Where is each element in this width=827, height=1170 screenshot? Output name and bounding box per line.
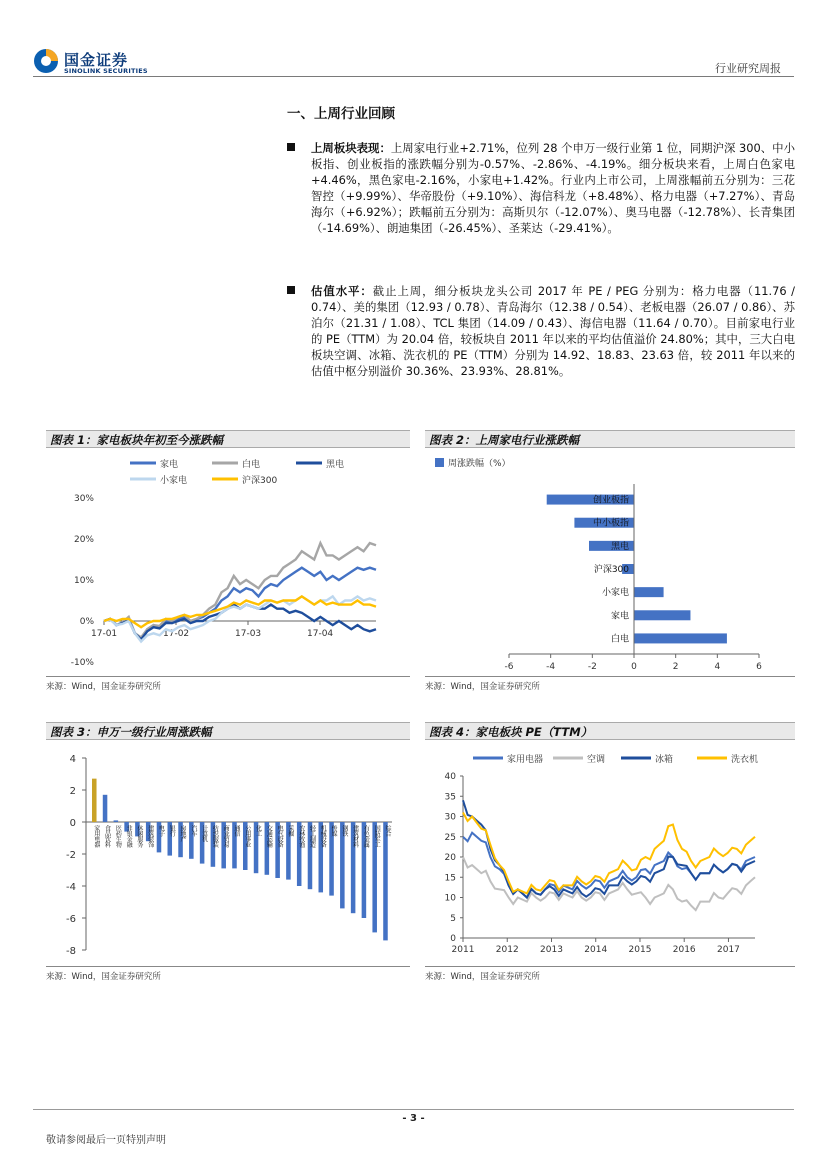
- figure-1-title: 图表 1：家电板块年初至今涨跌幅: [46, 430, 410, 448]
- category-label: 家电: [610, 611, 629, 622]
- category-label: 农林牧渔: [297, 825, 305, 847]
- y-tick-label: 0: [450, 934, 456, 944]
- figure-1-source: 来源：Wind，国金证券研究所: [46, 682, 161, 692]
- x-tick-label: 2017: [717, 945, 740, 955]
- y-tick-label: 15: [444, 873, 456, 884]
- category-label: 纺织服装: [211, 825, 219, 847]
- chart-1: [46, 450, 410, 676]
- legend-label: 黑电: [326, 460, 345, 470]
- paragraph-label: 估值水平：: [311, 284, 373, 298]
- category-label: 综合: [383, 825, 391, 836]
- x-tick-label: 0: [631, 662, 637, 672]
- series-line: [463, 833, 755, 898]
- header-divider: [33, 76, 794, 77]
- legend-swatch: [435, 458, 444, 467]
- x-tick-label: 17-01: [91, 629, 118, 639]
- bar: [92, 779, 97, 822]
- x-tick-label: -2: [587, 662, 597, 672]
- category-label: 有色金属: [362, 825, 370, 847]
- chart-2: [425, 450, 795, 676]
- category-label: 医药生物: [114, 825, 122, 847]
- x-tick-label: 2011: [451, 945, 475, 955]
- paragraph-text: 上周家电行业+2.71%，位列 28 个申万一级行业第 1 位，同期沪深 300、中小板指、创业板指的涨跌幅分别为-0.57%、-2.86%、-4.19%。细分板块来看，上周白色家电+4.46%，黑色家电-2.16%，小家电+1.42%。行业内上市公司，上周涨幅前五分别为：三花智控（+9.99%）、华帝股份（+9.10%）、海信科龙（+8.48%）、格力电器（+7.27%）、青岛海尔（+6.92%）；跌幅前五分别为：高斯贝尔（-12.07%）、奥马电器（-12.78%）、长青集团（-14.69%）、朗迪集团（-26.45%）、圣莱达（-29.41%）。: [311, 141, 795, 235]
- category-label: 汽车: [189, 825, 197, 836]
- category-label: 建筑装饰: [146, 825, 154, 847]
- figure-3-source: 来源：Wind，国金证券研究所: [46, 972, 161, 982]
- section-title: 一、上周行业回顾: [287, 106, 395, 122]
- figure-1-rule: [46, 676, 410, 677]
- category-label: 机械设备: [319, 825, 327, 847]
- legend-label: 沪深300: [242, 476, 278, 486]
- legend-label: 家用电器: [507, 755, 544, 765]
- x-tick-label: 2016: [672, 945, 696, 955]
- y-tick-label: 30%: [73, 494, 94, 504]
- category-label: 电气设备: [276, 825, 284, 847]
- footer-divider: [33, 1109, 794, 1110]
- x-tick-label: 4: [714, 662, 721, 672]
- category-label: 商业贸易: [222, 825, 230, 847]
- paragraph-text: 截止上周，细分板块龙头公司 2017 年 PE / PEG 分别为：格力电器（11.76 / 0.74）、美的集团（12.93 / 0.78）、青岛海尔（12.38 / 0.54）、老板电器（26.07 / 0.86）、苏泊尔（21.31 / 1.08）、TCL 集团（14.09 / 0.43）、海信电器（11.64 / 0.70）。目前家电行业的 PE（TTM）为 20.04 倍，较板块自 2011 年以来的平均估值溢价 24.80%；其中，三大白电板块空调、冰箱、洗衣机的 PE（TTM）分别为 14.92、18.83、23.63 倍，较 2011 年以来的估值中枢分别溢价 30.36%、23.93%、28.81%。: [311, 284, 795, 378]
- y-tick-label: 20: [444, 853, 456, 863]
- y-tick-label: 4: [69, 754, 76, 765]
- y-tick-label: -6: [66, 914, 76, 925]
- y-tick-label: 40: [444, 772, 456, 782]
- paragraph-sector-performance: [287, 140, 795, 236]
- figure-3-rule: [46, 966, 410, 967]
- page-number: - 3 -: [402, 1113, 425, 1124]
- legend-label: 空调: [587, 755, 606, 765]
- y-tick-label: -2: [66, 850, 76, 861]
- x-tick-label: 2: [672, 662, 679, 672]
- figure-3-title: 图表 3：申万一级行业周涨跌幅: [46, 722, 410, 740]
- category-label: 交通运输: [265, 825, 273, 847]
- figure-2-title: 图表 2：上周家电行业涨跌幅: [425, 430, 795, 448]
- y-tick-label: 10%: [73, 576, 94, 586]
- x-tick-label: 6: [756, 662, 762, 672]
- category-label: 银行: [168, 825, 176, 836]
- y-tick-label: -4: [66, 882, 76, 893]
- x-tick-label: 2015: [628, 945, 652, 955]
- x-tick-label: 17-04: [307, 629, 334, 639]
- y-tick-label: 0%: [79, 617, 94, 627]
- figure-2-source: 来源：Wind，国金证券研究所: [425, 682, 540, 692]
- y-tick-label: -8: [66, 946, 76, 957]
- logo-text-cn: 国金证券: [64, 51, 129, 69]
- chart-3: [46, 742, 410, 966]
- x-tick-label: 2014: [584, 945, 608, 955]
- legend-label: 洗衣机: [731, 755, 759, 765]
- category-label: 国防军工: [373, 825, 381, 847]
- y-tick-label: 25: [444, 832, 456, 843]
- category-label: 家用电器: [92, 825, 100, 847]
- chart-4: [425, 742, 795, 966]
- y-tick-label: 35: [444, 792, 456, 803]
- category-label: 电子: [157, 825, 165, 836]
- figure-4-title: 图表 4：家电板块 PE（TTM）: [425, 722, 795, 740]
- category-label: 中小板指: [592, 518, 629, 529]
- category-label: 小家电: [601, 588, 629, 599]
- bullet-icon: [287, 143, 295, 151]
- figure-4-source: 来源：Wind，国金证券研究所: [425, 972, 540, 982]
- figure-4-rule: [425, 966, 795, 967]
- y-tick-label: 30: [444, 812, 456, 823]
- legend-label: 白电: [242, 460, 261, 470]
- logo-text-en: SINOLINK SECURITIES: [64, 67, 148, 75]
- y-tick-label: -10%: [70, 658, 94, 668]
- footer-disclaimer: 敬请参阅最后一页特别声明: [46, 1135, 166, 1146]
- y-tick-label: 20%: [73, 535, 94, 545]
- category-label: 沪深300: [593, 565, 629, 575]
- y-tick-label: 2: [69, 786, 76, 797]
- x-tick-label: 17-02: [163, 629, 190, 639]
- x-tick-label: 2012: [495, 945, 519, 955]
- legend-label: 家电: [160, 460, 179, 470]
- bar: [103, 795, 108, 822]
- y-tick-label: 10: [444, 893, 456, 904]
- legend-label: 周涨跌幅（%）: [448, 459, 511, 469]
- legend-label: 小家电: [160, 476, 188, 486]
- y-tick-label: 5: [450, 913, 456, 924]
- bar: [634, 610, 690, 620]
- bar: [634, 587, 664, 597]
- legend-label: 冰箱: [655, 755, 674, 765]
- category-label: 钢铁: [340, 825, 348, 836]
- paragraph-valuation: [287, 283, 795, 379]
- y-tick-label: 0: [69, 818, 76, 829]
- x-tick-label: -4: [546, 662, 556, 672]
- logo-icon: [33, 48, 59, 74]
- category-label: 建筑材料: [351, 825, 359, 847]
- category-label: 化工: [254, 825, 262, 836]
- bar: [383, 822, 388, 940]
- x-tick-label: 17-03: [235, 629, 262, 639]
- category-label: 传媒: [330, 825, 338, 836]
- category-label: 采掘: [286, 825, 294, 836]
- category-label: 轻工制造: [308, 825, 316, 847]
- category-label: 创业板指: [592, 495, 629, 506]
- report-type: 行业研究周报: [715, 62, 781, 75]
- category-label: 通信: [232, 825, 240, 836]
- category-label: 公用事业: [243, 825, 251, 847]
- category-label: 非银金融: [125, 825, 133, 847]
- category-label: 计算机: [200, 825, 208, 842]
- category-label: 白电: [610, 634, 629, 645]
- bullet-icon: [287, 286, 295, 294]
- x-tick-label: -6: [504, 662, 514, 672]
- category-label: 黑电: [610, 541, 629, 552]
- category-label: 休闲服务: [135, 825, 143, 847]
- category-label: 食品饮料: [103, 825, 111, 847]
- bar: [634, 633, 727, 643]
- figure-2-rule: [425, 676, 795, 677]
- x-tick-label: 2013: [540, 945, 563, 955]
- paragraph-label: 上周板块表现：: [311, 141, 391, 155]
- bar: [114, 820, 119, 822]
- category-label: 房地产: [179, 825, 187, 842]
